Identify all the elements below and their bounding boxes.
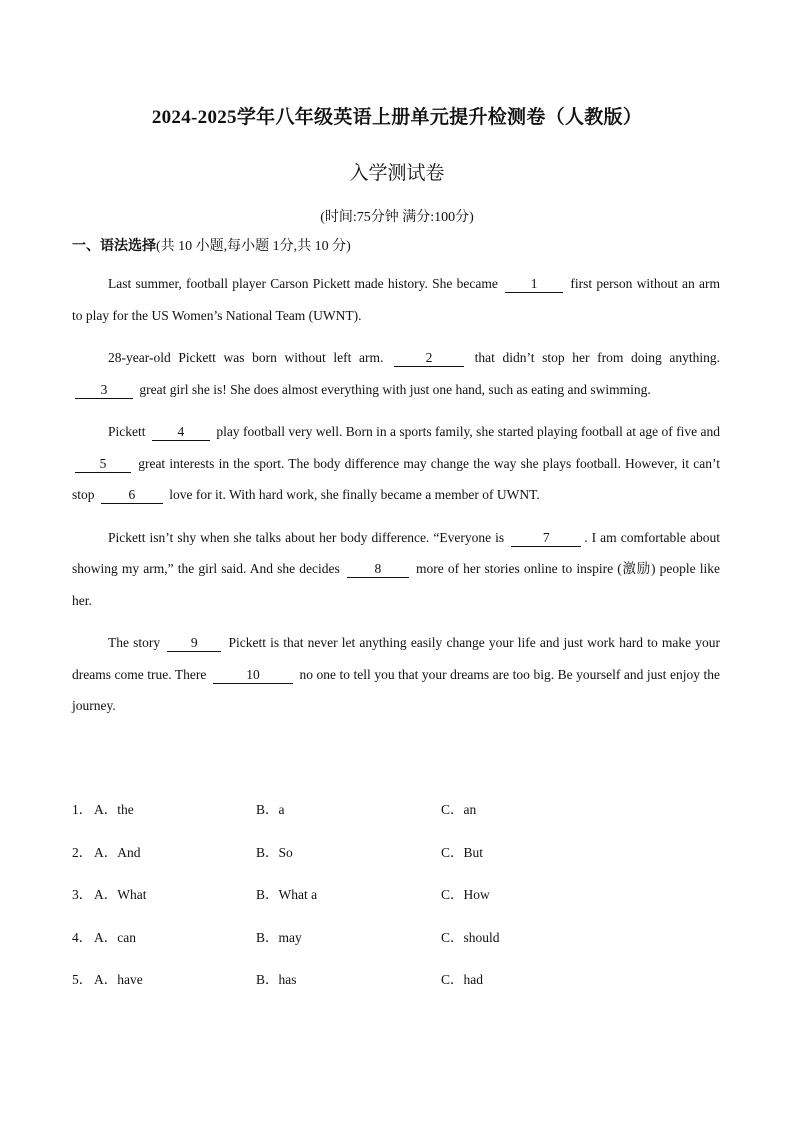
blank-9: 9 <box>167 634 221 652</box>
section-heading <box>72 235 351 255</box>
option-c: C．had <box>441 972 483 988</box>
option-c: C．But <box>441 844 484 860</box>
question-row <box>72 968 720 1011</box>
passage-text: Pickett isn’t shy when she talks about her body difference. “Everyone is <box>108 529 505 545</box>
passage-text: that didn’t stop her from doing anything. <box>474 350 721 365</box>
option-c: C．should <box>441 929 500 945</box>
question-number: 1． <box>72 802 93 817</box>
option-a: A．can <box>94 929 136 945</box>
question-number: 2． <box>72 844 93 860</box>
document-title: 2024-2025学年八年级英语上册单元提升检测卷（人教版） <box>151 107 643 128</box>
passage-text: Pickett <box>108 424 146 439</box>
passage-paragraph-2 <box>72 342 720 405</box>
option-c: C．How <box>441 887 490 903</box>
blank-3: 3 <box>75 381 133 399</box>
passage-text: great interests in the sport. The body difference may change the way she plays football. However, it can’t stop <box>72 455 721 502</box>
passage-paragraph-5 <box>72 627 720 722</box>
option-b: B．may <box>256 929 302 945</box>
option-a: A．the <box>94 802 134 817</box>
option-b: B．So <box>256 844 293 860</box>
reading-passage <box>72 268 720 733</box>
blank-1: 1 <box>505 275 563 293</box>
passage-text: great girl she is! She does almost everything with just one hand, such as eating and swimming. <box>139 381 651 397</box>
blank-4: 4 <box>152 423 210 441</box>
blank-5: 5 <box>75 455 131 473</box>
exam-timing: (时间:75分钟 满分:100分) <box>320 210 474 225</box>
question-number: 4． <box>72 929 93 945</box>
option-a: A．have <box>94 972 143 988</box>
passage-text: love for it. With hard work, she finally became a member of UWNT. <box>169 487 540 502</box>
passage-text: more of her stories online to inspire (激励) people like her. <box>72 561 720 608</box>
question-row <box>72 841 720 884</box>
question-row <box>72 798 720 841</box>
blank-7: 7 <box>511 529 581 547</box>
passage-text: play football very well. Born in a sports family, she started playing football at age of five and <box>216 424 721 439</box>
passage-text: no one to tell you that your dreams are too big. Be yourself and just enjoy the journey. <box>72 666 720 713</box>
blank-10: 10 <box>213 666 293 684</box>
passage-text: Last summer, football player Carson Pickett made history. She became <box>108 276 498 291</box>
section-heading-label: 一、语法选择 <box>72 239 156 254</box>
option-a: A．What <box>94 887 147 903</box>
passage-paragraph-4 <box>72 522 720 617</box>
option-b: B．What a <box>256 887 318 903</box>
question-row <box>72 883 720 926</box>
option-b: B．has <box>256 972 297 988</box>
option-c: C．an <box>441 802 477 817</box>
section-heading-details: (共 10 小题,每小题 1分,共 10 分) <box>156 239 351 254</box>
passage-text: . I am comfortable about showing my arm,” the girl said. And she decides <box>72 529 721 576</box>
blank-2: 2 <box>394 349 464 367</box>
option-b: B．a <box>256 802 285 817</box>
passage-paragraph-3 <box>72 416 720 511</box>
blank-8: 8 <box>347 560 409 578</box>
passage-text: Pickett is that never let anything easily change your life and just work hard to make your dreams come true. There <box>72 635 720 682</box>
question-number: 5． <box>72 972 93 988</box>
option-a: A．And <box>94 844 141 860</box>
question-number: 3． <box>72 887 93 903</box>
question-row <box>72 926 720 969</box>
passage-text: first person without an arm to play for the US Women’s National Team (UWNT). <box>72 276 721 323</box>
passage-paragraph-1 <box>72 268 720 331</box>
passage-text: 28-year-old Pickett was born without left arm. <box>108 350 384 365</box>
answer-options <box>72 798 720 1011</box>
passage-text: The story <box>108 635 161 650</box>
document-subtitle: 入学测试卷 <box>349 163 445 184</box>
blank-6: 6 <box>101 486 163 504</box>
